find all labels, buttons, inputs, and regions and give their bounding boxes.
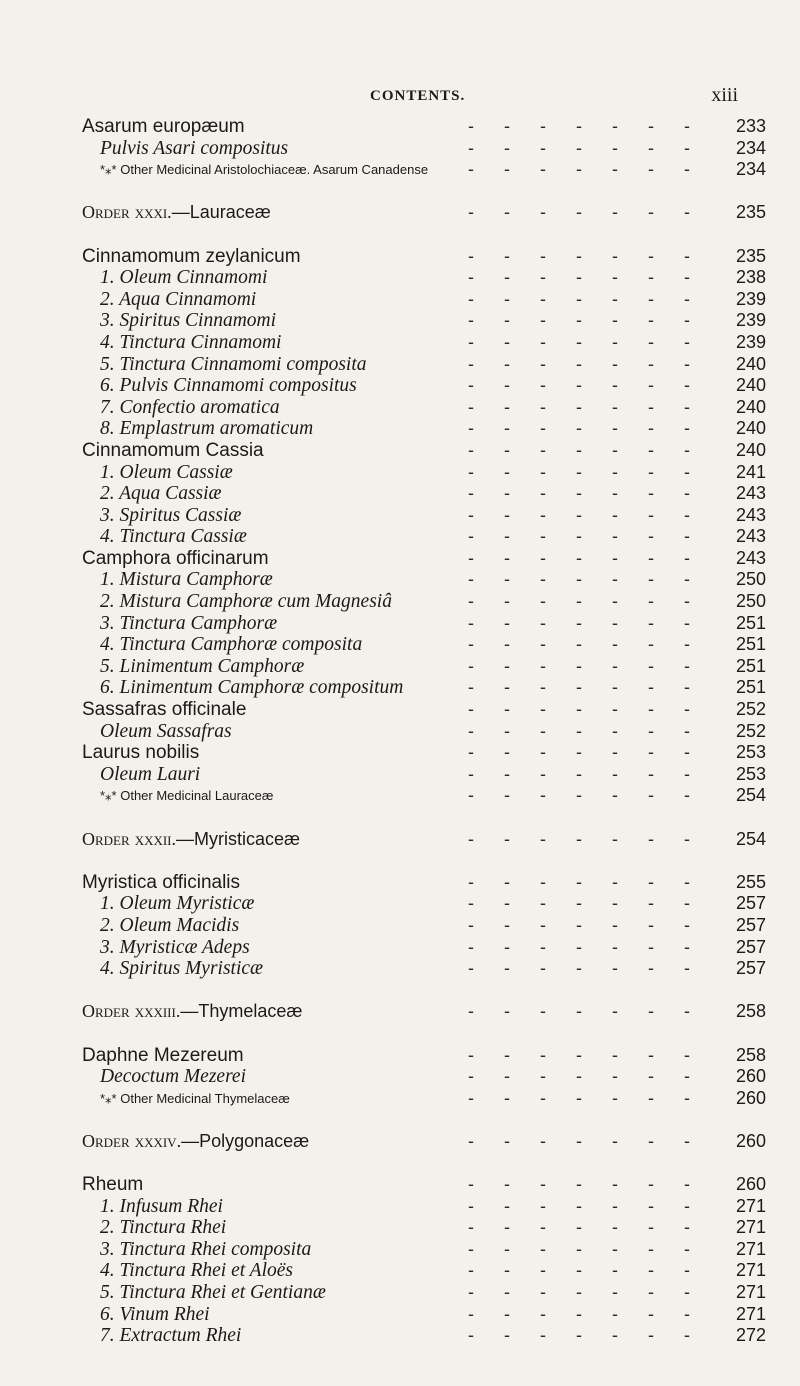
toc-page-number: 234 xyxy=(706,138,766,160)
toc-entry xyxy=(0,159,800,181)
toc-entry xyxy=(0,1045,800,1067)
toc-entry xyxy=(0,915,800,937)
toc-page-number: 238 xyxy=(706,267,766,289)
leader-dots: - - - - - - - xyxy=(468,655,690,676)
toc-page-number: 271 xyxy=(706,1217,766,1239)
toc-page-number: 252 xyxy=(706,699,766,721)
toc-entry-label: 2. Aqua Cassiæ xyxy=(100,483,228,505)
toc-entry-label: Oleum Sassafras xyxy=(100,721,238,743)
toc-entry xyxy=(0,1325,800,1347)
leader-dots: - - - - - - - xyxy=(468,742,690,763)
leader-dots: - - - - - - - xyxy=(468,1130,690,1151)
order-numeral: xxxii. xyxy=(134,828,177,849)
toc-page-number: 243 xyxy=(706,548,766,570)
toc-entry xyxy=(0,526,800,548)
leader-dots: - - - - - - - xyxy=(468,331,690,352)
toc-page-number: 254 xyxy=(706,785,766,807)
order-numeral: xxxiv. xyxy=(134,1130,182,1151)
toc-entry xyxy=(0,785,800,807)
leader-dots: - - - - - - - xyxy=(468,914,690,935)
leader-dots: - - - - - - - xyxy=(468,1087,690,1108)
leader-dots: - - - - - - - xyxy=(468,569,690,590)
toc-entry xyxy=(0,721,800,743)
toc-entry-label: 2. Aqua Cinnamomi xyxy=(100,289,262,311)
toc-entry-label: 2. Tinctura Rhei xyxy=(100,1217,232,1239)
section-gap xyxy=(0,850,800,872)
table-of-contents xyxy=(0,116,800,1347)
section-gap xyxy=(0,181,800,203)
toc-page-number: 260 xyxy=(706,1088,766,1110)
toc-entry xyxy=(0,548,800,570)
leader-dots: - - - - - - - xyxy=(468,504,690,525)
toc-entry-label: 1. Mistura Camphoræ xyxy=(100,569,279,591)
toc-entry-label xyxy=(82,829,306,851)
toc-page-number: 243 xyxy=(706,526,766,548)
leader-dots: - - - - - - - xyxy=(468,288,690,309)
leader-dots: - - - - - - - xyxy=(468,1217,690,1238)
toc-entry xyxy=(0,591,800,613)
toc-page-number: 243 xyxy=(706,483,766,505)
leader-dots: - - - - - - - xyxy=(468,418,690,439)
toc-entry xyxy=(0,483,800,505)
toc-entry-label: 6. Pulvis Cinnamomi compositus xyxy=(100,375,363,397)
toc-page-number: 240 xyxy=(706,375,766,397)
toc-entry-label: 7. Confectio aromatica xyxy=(100,397,286,419)
leader-dots: - - - - - - - xyxy=(468,936,690,957)
toc-entry xyxy=(0,332,800,354)
section-gap xyxy=(0,980,800,1002)
page-number: xiii xyxy=(711,84,738,106)
toc-entry xyxy=(0,1088,800,1110)
order-family-name: —Myristicaceæ xyxy=(176,828,301,849)
toc-entry-label: 4. Tinctura Rhei et Aloës xyxy=(100,1260,299,1282)
toc-entry-label: 2. Mistura Camphoræ cum Magnesiâ xyxy=(100,591,398,613)
toc-entry xyxy=(0,375,800,397)
toc-page-number: 243 xyxy=(706,505,766,527)
toc-page-number: 260 xyxy=(706,1131,766,1153)
toc-page-number: 258 xyxy=(706,1045,766,1067)
toc-page-number: 271 xyxy=(706,1196,766,1218)
leader-dots: - - - - - - - xyxy=(468,1001,690,1022)
toc-entry-label: 1. Oleum Myristicæ xyxy=(100,893,260,915)
toc-entry-label: Cinnamomum zeylanicum xyxy=(82,246,307,268)
leader-dots: - - - - - - - xyxy=(468,547,690,568)
leader-dots: - - - - - - - xyxy=(468,202,690,223)
toc-page-number: 251 xyxy=(706,656,766,678)
toc-page-number: 272 xyxy=(706,1325,766,1347)
leader-dots: - - - - - - - xyxy=(468,1066,690,1087)
section-gap xyxy=(0,1109,800,1131)
toc-page-number: 240 xyxy=(706,440,766,462)
toc-entry-label: *⁎* Other Medicinal Thymelaceæ xyxy=(100,1088,296,1110)
toc-page-number: 239 xyxy=(706,310,766,332)
leader-dots: - - - - - - - xyxy=(468,1303,690,1324)
toc-page-number: 240 xyxy=(706,397,766,419)
leader-dots: - - - - - - - xyxy=(468,699,690,720)
toc-order-heading xyxy=(0,202,800,224)
toc-entry xyxy=(0,289,800,311)
leader-dots: - - - - - - - xyxy=(468,439,690,460)
toc-entry-label: 6. Linimentum Camphoræ compositum xyxy=(100,677,409,699)
toc-page-number: 253 xyxy=(706,742,766,764)
toc-page-number: 257 xyxy=(706,915,766,937)
toc-entry-label: 3. Spiritus Cassiæ xyxy=(100,505,247,527)
leader-dots: - - - - - - - xyxy=(468,720,690,741)
toc-page-number: 271 xyxy=(706,1282,766,1304)
leader-dots: - - - - - - - xyxy=(468,871,690,892)
toc-entry xyxy=(0,1304,800,1326)
toc-entry-label: 1. Oleum Cassiæ xyxy=(100,462,239,484)
toc-entry-label: 4. Tinctura Cassiæ xyxy=(100,526,253,548)
toc-page-number: 254 xyxy=(706,829,766,851)
order-numeral: xxxiii. xyxy=(134,1001,181,1022)
toc-entry-label: Cinnamomum Cassia xyxy=(82,440,270,462)
leader-dots: - - - - - - - xyxy=(468,1260,690,1281)
toc-order-heading xyxy=(0,829,800,851)
toc-entry-label: Pulvis Asari compositus xyxy=(100,138,294,160)
toc-entry xyxy=(0,958,800,980)
toc-page-number: 251 xyxy=(706,613,766,635)
toc-entry xyxy=(0,613,800,635)
leader-dots: - - - - - - - xyxy=(468,1195,690,1216)
page-title: CONTENTS. xyxy=(370,88,466,104)
toc-entry-label: Laurus nobilis xyxy=(82,742,205,764)
toc-entry xyxy=(0,310,800,332)
toc-entry-label xyxy=(82,1001,308,1023)
toc-entry xyxy=(0,116,800,138)
toc-page-number: 252 xyxy=(706,721,766,743)
order-family-name: —Polygonaceæ xyxy=(181,1130,310,1151)
leader-dots: - - - - - - - xyxy=(468,1174,690,1195)
leader-dots: - - - - - - - xyxy=(468,353,690,374)
toc-entry-label: Daphne Mezereum xyxy=(82,1045,250,1067)
toc-page-number: 251 xyxy=(706,634,766,656)
toc-entry-label xyxy=(82,1131,315,1153)
order-numeral: xxxi. xyxy=(134,202,172,223)
toc-entry-label: 3. Tinctura Rhei composita xyxy=(100,1239,317,1261)
toc-entry-label xyxy=(82,202,277,224)
leader-dots: - - - - - - - xyxy=(468,267,690,288)
toc-page-number: 271 xyxy=(706,1304,766,1326)
toc-entry xyxy=(0,677,800,699)
leader-dots: - - - - - - - xyxy=(468,310,690,331)
toc-entry-label: 5. Linimentum Camphoræ xyxy=(100,656,310,678)
toc-page-number: 258 xyxy=(706,1001,766,1023)
toc-entry-label: 4. Tinctura Cinnamomi xyxy=(100,332,287,354)
toc-page-number: 239 xyxy=(706,332,766,354)
toc-entry xyxy=(0,397,800,419)
toc-entry-label: Rheum xyxy=(82,1174,149,1196)
toc-entry xyxy=(0,1239,800,1261)
toc-page-number: 250 xyxy=(706,591,766,613)
toc-entry xyxy=(0,246,800,268)
toc-entry xyxy=(0,418,800,440)
toc-page-number: 239 xyxy=(706,289,766,311)
toc-entry xyxy=(0,505,800,527)
leader-dots: - - - - - - - xyxy=(468,483,690,504)
leader-dots: - - - - - - - xyxy=(468,396,690,417)
leader-dots: - - - - - - - xyxy=(468,375,690,396)
leader-dots: - - - - - - - xyxy=(468,591,690,612)
toc-page-number: 241 xyxy=(706,462,766,484)
order-word: Order xyxy=(82,828,130,849)
toc-entry-label: 5. Tinctura Rhei et Gentianæ xyxy=(100,1282,332,1304)
leader-dots: - - - - - - - xyxy=(468,893,690,914)
leader-dots: - - - - - - - xyxy=(468,116,690,136)
toc-page-number: 235 xyxy=(706,246,766,268)
toc-page-number: 257 xyxy=(706,937,766,959)
toc-page-number: 255 xyxy=(706,872,766,894)
toc-entry xyxy=(0,1196,800,1218)
toc-entry-label: 4. Tinctura Camphoræ composita xyxy=(100,634,368,656)
toc-entry-label: Camphora officinarum xyxy=(82,548,275,570)
leader-dots: - - - - - - - xyxy=(468,958,690,979)
toc-entry-label: 8. Emplastrum aromaticum xyxy=(100,418,319,440)
leader-dots: - - - - - - - xyxy=(468,137,690,158)
toc-entry-label: 2. Oleum Macidis xyxy=(100,915,245,937)
leader-dots: - - - - - - - xyxy=(468,1282,690,1303)
toc-entry-label: Myristica officinalis xyxy=(82,872,246,894)
toc-entry xyxy=(0,893,800,915)
toc-page-number: 260 xyxy=(706,1066,766,1088)
order-family-name: —Thymelaceæ xyxy=(180,1001,303,1022)
toc-entry-label: 3. Spiritus Cinnamomi xyxy=(100,310,282,332)
leader-dots: - - - - - - - xyxy=(468,159,690,180)
toc-page-number: 257 xyxy=(706,893,766,915)
leader-dots: - - - - - - - xyxy=(468,1238,690,1259)
toc-entry-label: 4. Spiritus Myristicæ xyxy=(100,958,269,980)
toc-entry-label: 3. Tinctura Camphoræ xyxy=(100,613,283,635)
toc-entry xyxy=(0,1282,800,1304)
toc-entry xyxy=(0,872,800,894)
toc-entry-label: *⁎* Other Medicinal Aristolochiaceæ. Asarum Canadense xyxy=(100,159,434,181)
toc-entry-label: Sassafras officinale xyxy=(82,699,252,721)
toc-entry xyxy=(0,764,800,786)
toc-entry-label: Asarum europæum xyxy=(82,116,251,138)
toc-entry xyxy=(0,937,800,959)
toc-entry-label: 5. Tinctura Cinnamomi composita xyxy=(100,354,373,376)
leader-dots: - - - - - - - xyxy=(468,461,690,482)
toc-entry xyxy=(0,138,800,160)
leader-dots: - - - - - - - xyxy=(468,526,690,547)
leader-dots: - - - - - - - xyxy=(468,245,690,266)
toc-entry xyxy=(0,440,800,462)
toc-page-number: 271 xyxy=(706,1260,766,1282)
toc-entry-label: Oleum Lauri xyxy=(100,764,206,786)
toc-page-number: 271 xyxy=(706,1239,766,1261)
order-word: Order xyxy=(82,1130,130,1151)
section-gap xyxy=(0,1023,800,1045)
toc-entry-label: *⁎* Other Medicinal Lauraceæ xyxy=(100,785,279,807)
toc-entry xyxy=(0,569,800,591)
section-gap xyxy=(0,807,800,829)
toc-page-number: 234 xyxy=(706,159,766,181)
toc-entry xyxy=(0,656,800,678)
toc-entry xyxy=(0,462,800,484)
leader-dots: - - - - - - - xyxy=(468,1325,690,1346)
toc-entry-label: 3. Myristicæ Adeps xyxy=(100,937,256,959)
toc-entry xyxy=(0,1066,800,1088)
order-family-name: —Lauraceæ xyxy=(171,202,271,223)
toc-entry-label: 1. Oleum Cinnamomi xyxy=(100,267,273,289)
toc-entry xyxy=(0,634,800,656)
leader-dots: - - - - - - - xyxy=(468,1044,690,1065)
toc-page-number: 235 xyxy=(706,202,766,224)
toc-page-number: 233 xyxy=(706,116,766,138)
leader-dots: - - - - - - - xyxy=(468,634,690,655)
toc-entry-label: 6. Vinum Rhei xyxy=(100,1304,216,1326)
toc-page-number: 260 xyxy=(706,1174,766,1196)
leader-dots: - - - - - - - xyxy=(468,763,690,784)
order-word: Order xyxy=(82,1001,130,1022)
section-gap xyxy=(0,1153,800,1175)
toc-page-number: 240 xyxy=(706,418,766,440)
toc-entry xyxy=(0,699,800,721)
leader-dots: - - - - - - - xyxy=(468,828,690,849)
toc-page-number: 251 xyxy=(706,677,766,699)
toc-order-heading xyxy=(0,1001,800,1023)
toc-entry xyxy=(0,354,800,376)
toc-entry xyxy=(0,267,800,289)
toc-entry xyxy=(0,1217,800,1239)
toc-page-number: 240 xyxy=(706,354,766,376)
toc-order-heading xyxy=(0,1131,800,1153)
toc-entry-label: Decoctum Mezerei xyxy=(100,1066,252,1088)
section-gap xyxy=(0,224,800,246)
toc-entry-label: 1. Infusum Rhei xyxy=(100,1196,229,1218)
leader-dots: - - - - - - - xyxy=(468,612,690,633)
toc-page-number: 253 xyxy=(706,764,766,786)
leader-dots: - - - - - - - xyxy=(468,677,690,698)
toc-page-number: 257 xyxy=(706,958,766,980)
toc-entry-label: 7. Extractum Rhei xyxy=(100,1325,247,1347)
leader-dots: - - - - - - - xyxy=(468,785,690,806)
toc-entry xyxy=(0,742,800,764)
page-header xyxy=(0,84,800,108)
toc-page-number: 250 xyxy=(706,569,766,591)
order-word: Order xyxy=(82,202,130,223)
toc-entry xyxy=(0,1174,800,1196)
toc-entry xyxy=(0,1260,800,1282)
